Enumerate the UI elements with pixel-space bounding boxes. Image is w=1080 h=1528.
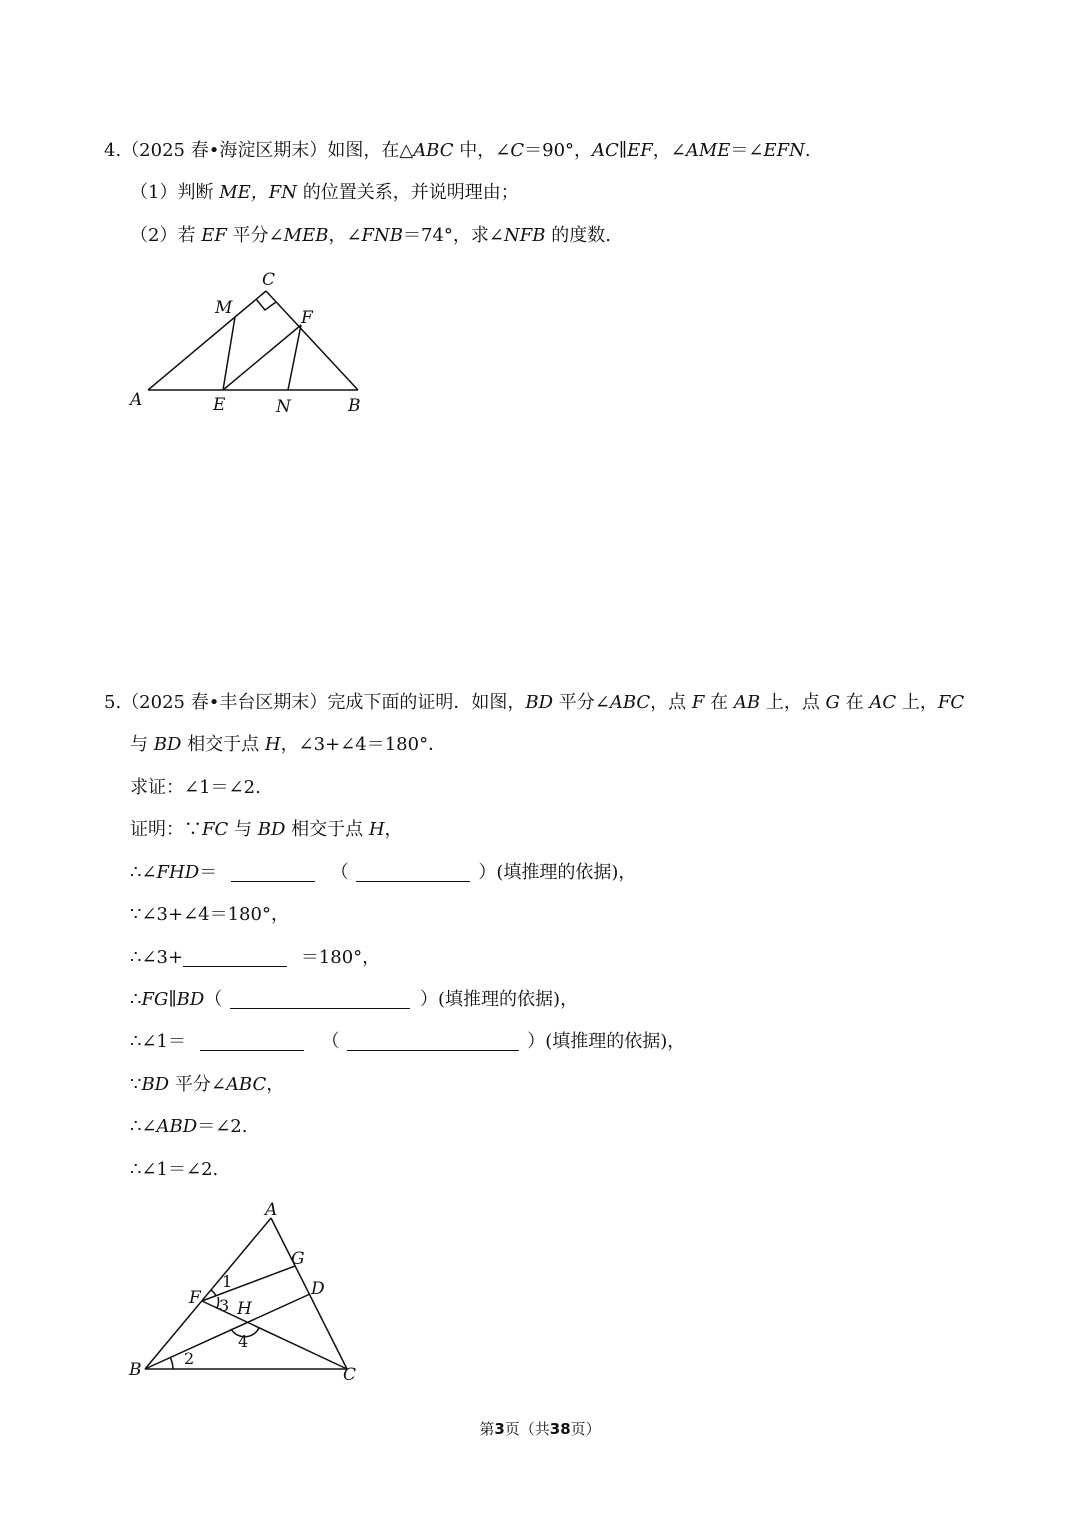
q5-step-1 [130, 861, 636, 885]
q5-text: ∴ [130, 989, 142, 1010]
fig2-angle-arc-1 [211, 1290, 216, 1296]
fig1-side-cb [266, 291, 358, 390]
reason-blank-3[interactable] [347, 1032, 519, 1051]
q5-var: G [825, 692, 840, 713]
q4-var: AME [685, 140, 731, 161]
q5-text: 与 [130, 734, 154, 755]
answer-blank-2[interactable] [183, 948, 287, 967]
q5-text: 平分∠ [169, 1074, 226, 1095]
q5-var: AC [869, 692, 897, 713]
fig2-label-b: B [129, 1360, 142, 1380]
q5-text: 完成下面的证明．如图， [327, 692, 526, 713]
q5-text: 证明：∵ [130, 819, 202, 840]
fig2-label-c: C [343, 1365, 357, 1385]
q4-part2-text: 的度数. [545, 225, 611, 246]
q5-var: BD [141, 1074, 170, 1095]
q5-var: H [368, 819, 385, 840]
q4-stem-text: . [804, 140, 811, 161]
q4-source: （2025 春•海淀区期末） [121, 140, 328, 161]
q4-stem-text: 如图，在△ [327, 140, 414, 161]
q5-var: AB [733, 692, 761, 713]
q5-proof-start [130, 818, 403, 842]
q5-text: ， [266, 1074, 285, 1095]
fig1-segment-me [223, 317, 235, 390]
q5-figure [125, 1196, 365, 1386]
q4-stem-text: ＝90°， [524, 140, 593, 161]
q5-step-4 [130, 988, 578, 1012]
q5-text: ∴∠1＝ [130, 1031, 186, 1052]
q4-part2-text: ，∠ [328, 225, 362, 246]
q4-part2-text: ＝74°，求∠ [403, 225, 505, 246]
page-footer [0, 1418, 1080, 1439]
q5-text: （ [204, 989, 223, 1010]
fig1-label-f: F [301, 308, 313, 328]
q4-stem-text: 中，∠ [453, 140, 511, 161]
q5-var: BD [257, 819, 286, 840]
q5-text: 上， [896, 692, 938, 713]
reason-blank-1[interactable] [356, 863, 470, 882]
fig2-angle-arc-2 [170, 1357, 173, 1369]
fig2-angle-label-1: 1 [222, 1272, 233, 1291]
q5-var: BD [525, 692, 554, 713]
q4-stem-text: ，∠ [652, 140, 686, 161]
q4-var: ME，FN [219, 182, 297, 203]
fig2-angle-label-2: 2 [184, 1349, 195, 1368]
fig2-label-h: H [237, 1299, 252, 1319]
q4-var: NFB [504, 225, 546, 246]
q5-text: ）(填推理的依据)， [420, 989, 579, 1010]
q5-stem-line1 [104, 691, 964, 715]
q4-var: AC∥EF [592, 140, 653, 161]
q4-figure [125, 268, 385, 418]
fig2-label-d: D [311, 1279, 325, 1299]
q4-number: 4. [104, 140, 122, 161]
reason-blank-2[interactable] [230, 990, 410, 1009]
q5-text: ∴∠ [130, 862, 157, 883]
fig2-angle-label-4: 4 [238, 1332, 249, 1351]
answer-blank-3[interactable] [200, 1032, 304, 1051]
q4-part2-text: （2）若 [130, 225, 202, 246]
page-total: 38 [549, 1420, 571, 1438]
fig1-label-n: N [276, 397, 291, 417]
fig1-label-b: B [348, 396, 361, 416]
q5-var: H [264, 734, 281, 755]
q5-step-2: ∵∠3+∠4＝180°， [130, 904, 289, 925]
q5-source: （2025 春•丰台区期末） [121, 692, 328, 713]
q4-part1-text: （1）判断 [130, 182, 220, 203]
q5-text: 相交于点 [181, 734, 265, 755]
q4-stem [104, 139, 811, 163]
fig1-label-m: M [215, 298, 233, 318]
fig2-angle-label-3: 3 [219, 1296, 230, 1315]
q5-text: ，∠3+∠4＝180°． [280, 734, 447, 755]
q5-text: 平分∠ [553, 692, 610, 713]
q4-part1-text: 的位置关系，并说明理由； [297, 182, 519, 203]
fig1-right-angle-mark [256, 299, 276, 310]
q5-var: F [691, 692, 705, 713]
q4-var: EF [201, 225, 227, 246]
q5-stem-line2 [130, 733, 446, 757]
q4-part1 [130, 181, 519, 205]
q5-text: （ [321, 1031, 340, 1052]
q5-var: ABC [609, 692, 651, 713]
q5-text: ，点 [650, 692, 692, 713]
fig1-label-c: C [262, 270, 276, 290]
q5-step-6 [130, 1073, 284, 1097]
fig2-label-f: F [189, 1288, 201, 1308]
q5-prove-statement: 求证：∠1＝∠2. [130, 777, 261, 798]
q4-var: MEB [283, 225, 329, 246]
q5-text: ）(填推理的依据)， [478, 862, 637, 883]
fig1-label-a: A [130, 390, 143, 410]
q5-text: ）(填推理的依据)， [527, 1031, 686, 1052]
q5-conclusion: ∴∠1＝∠2. [130, 1159, 219, 1180]
fig2-side-ac [271, 1218, 347, 1369]
q5-text: ∴∠3+ [130, 947, 184, 968]
fig2-side-ab [145, 1218, 271, 1369]
q5-text: 与 [228, 819, 258, 840]
q4-part2 [130, 224, 611, 248]
q4-var: ABC [413, 140, 454, 161]
q5-text: 相交于点 [285, 819, 369, 840]
fig1-side-ac [148, 291, 266, 390]
q5-text: 在 [704, 692, 734, 713]
q5-step-3 [130, 946, 380, 970]
q5-var: FHD [156, 862, 200, 883]
answer-blank-1[interactable] [231, 863, 315, 882]
q4-stem-text: ＝∠ [730, 140, 764, 161]
q5-text: 在 [839, 692, 870, 713]
q5-text: ∵ [130, 1074, 142, 1095]
q5-var: ABD [156, 1116, 198, 1137]
q5-var: FC [202, 819, 229, 840]
q5-text: ＝ [199, 862, 218, 883]
q5-text: ＝∠2. [197, 1116, 248, 1137]
footer-text: 页（共 [504, 1420, 550, 1438]
footer-text: 第 [479, 1420, 495, 1438]
fig2-label-g: G [291, 1249, 305, 1269]
q5-text: ∴∠ [130, 1116, 157, 1137]
q5-var: BD [153, 734, 182, 755]
q5-var: ABC [225, 1074, 267, 1095]
q4-var: FNB [361, 225, 404, 246]
fig2-label-a: A [265, 1200, 278, 1220]
q5-number: 5. [104, 692, 122, 713]
q4-var: C [510, 140, 525, 161]
fig1-label-e: E [213, 395, 226, 415]
q5-text: ＝180°， [300, 947, 381, 968]
page-number: 3 [494, 1420, 505, 1438]
q4-var: EFN [763, 140, 805, 161]
q5-var: FC [937, 692, 965, 713]
q4-part2-text: 平分∠ [226, 225, 284, 246]
q5-text: 上，点 [760, 692, 826, 713]
footer-text: 页） [570, 1420, 601, 1438]
q5-var: FG∥BD [141, 989, 205, 1010]
q5-step-5 [130, 1030, 685, 1054]
q5-text: （ [330, 862, 349, 883]
q5-step-7 [130, 1115, 247, 1139]
q5-text: ， [384, 819, 403, 840]
